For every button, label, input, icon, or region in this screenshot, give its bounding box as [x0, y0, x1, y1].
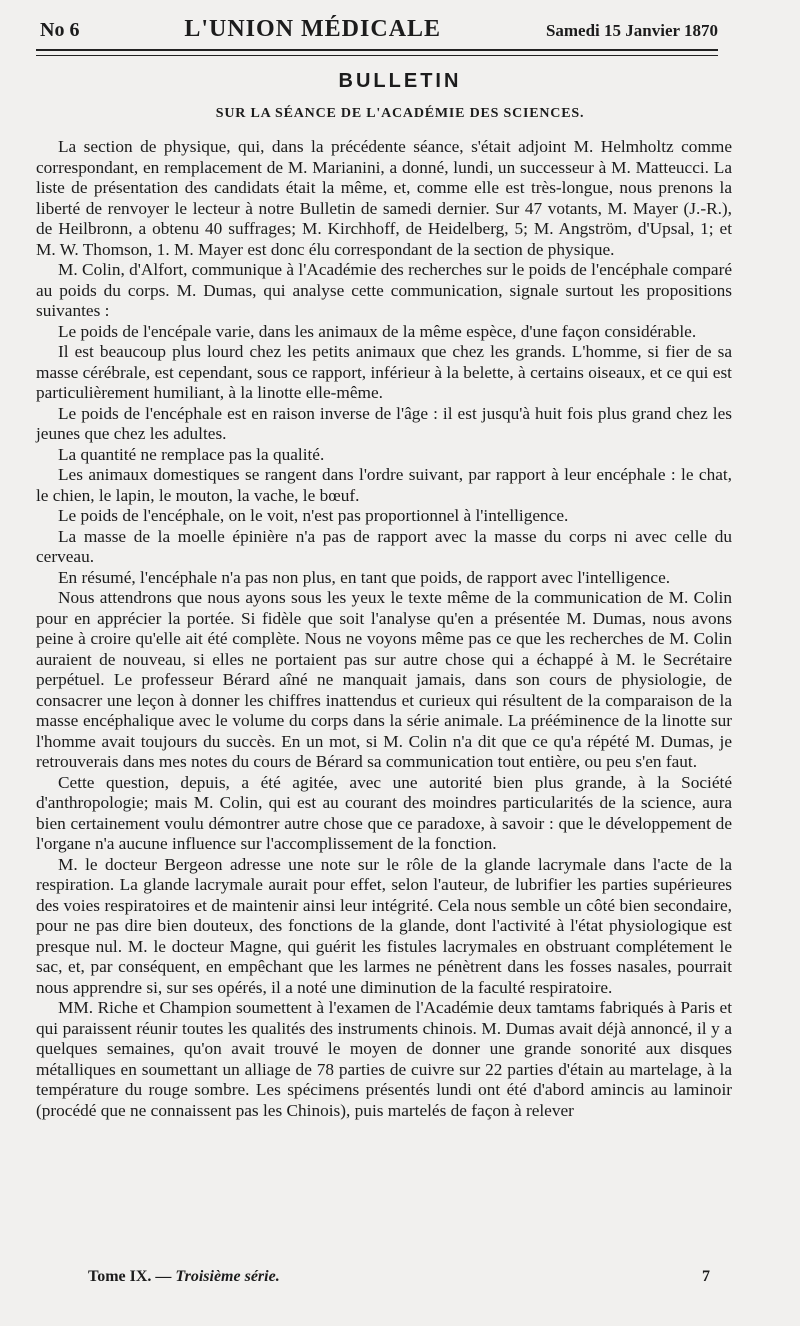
header-rule-thin — [36, 55, 718, 56]
journal-title: L'UNION MÉDICALE — [184, 16, 442, 42]
paragraph: MM. Riche et Champion soumettent à l'examen de l'Académie deux tamtams fabriqués à Paris et qui paraissent réunir toutes les qualités des instruments chinois. M. Dumas avait déjà annoncé, il y a quelques semaines, qu'on avait trouvé le moyen de donner une grande sonorité aux disques métalliques en soumettant un alliage de 78 parties de cuivre sur 22 parties d'étain au martelage, à la température du rouge sombre. Les spécimens présentés lundi ont été d'abord amincis au laminoir (procédé que ne connaissent pas les Chinois), puis martelés de façon à relever — [36, 998, 732, 1120]
article-body — [36, 137, 732, 1121]
paragraph: Il est beaucoup plus lourd chez les petits animaux que chez les grands. L'homme, si fier de sa masse cérébrale, est cependant, sous ce rapport, inférieur à la belette, à certains oiseaux, et ce qui est particulièrement humiliant, à la linotte elle-même. — [36, 342, 732, 402]
page-number: 7 — [702, 1268, 710, 1285]
footer-separator: — — [155, 1268, 172, 1285]
paragraph: La masse de la moelle épinière n'a pas de rapport avec la masse du corps ni avec celle du cerveau. — [36, 526, 732, 566]
footer-series — [88, 1268, 280, 1286]
header-rule — [36, 49, 718, 51]
paragraph: La section de physique, qui, dans la précédente séance, s'était adjoint M. Helmholtz comme correspondant, en remplacement de M. Marianini, a donné, lundi, un successeur à M. Matteucci. La liste de présentation des candidats était la même, et, comme elle est très-longue, nous prenons la liberté de renvoyer le lecteur à notre Bulletin de samedi dernier. Sur 47 votants, M. Mayer (J.-R.), de Heilbronn, a obtenu 40 suffrages; M. Kirchhoff, de Heidelberg, 5; M. Angström, d'Upsal, 1; et M. W. Thomson, 1. M. Mayer est donc élu correspondant de la section de physique. — [36, 137, 732, 259]
paragraph: Cette question, depuis, a été agitée, avec une autorité bien plus grande, à la Société d'anthropologie; mais M. Colin, qui est au courant des moindres particularités de la science, aura bien certainement voulu démontrer autre chose que ce paradoxe, à savoir : que le développement de l'organe n'a aucune influence sur l'accomplissement de la fonction. — [36, 772, 732, 853]
series-label: Troisième série. — [175, 1268, 280, 1285]
article-title: BULLETIN — [338, 70, 462, 92]
issue-date: Samedi 15 Janvier 1870 — [545, 21, 718, 40]
article-subtitle: SUR LA SÉANCE DE L'ACADÉMIE DES SCIENCES. — [215, 106, 585, 121]
paragraph: Le poids de l'encépale varie, dans les animaux de la même espèce, d'une façon considérable. — [58, 321, 697, 341]
paragraph: La quantité ne remplace pas la qualité. — [58, 444, 325, 464]
paragraph: Le poids de l'encéphale est en raison inverse de l'âge : il est jusqu'à huit fois plus grand chez les jeunes que chez les adultes. — [36, 403, 732, 443]
paragraph: En résumé, l'encéphale n'a pas non plus, en tant que poids, de rapport avec l'intelligence. — [58, 567, 671, 587]
masthead — [40, 16, 718, 46]
paragraph: Le poids de l'encéphale, on le voit, n'est pas proportionnel à l'intelligence. — [58, 506, 569, 525]
paragraph: Les animaux domestiques se rangent dans l'ordre suivant, par rapport à leur encéphale : le chat, le chien, le lapin, le mouton, la vache, le bœuf. — [36, 465, 732, 505]
page-footer — [88, 1268, 710, 1292]
volume-label: Tome IX. — [88, 1268, 152, 1285]
paragraph: M. Colin, d'Alfort, communique à l'Académie des recherches sur le poids de l'encéphale comparé au poids du corps. M. Dumas, qui analyse cette communication, signale surtout les propositions suivantes : — [36, 260, 732, 320]
paragraph: Nous attendrons que nous ayons sous les yeux le texte même de la communication de M. Colin pour en apprécier la portée. Si fidèle que soit l'analyse qu'en a présentée M. Dumas, nous avons peine à croire qu'elle ait été complète. Nous ne voyons même pas ce que les recherches de M. Colin auraient de nouveau, si elles ne portaient pas sur autre chose qui a échappé à M. le Secrétaire perpétuel. Le professeur Bérard aîné ne manquait jamais, dans son cours de physiologie, de consacrer une leçon à donner les chiffres inattendus et curieux qui résultent de la comparaison de la masse encéphalique avec le volume du corps dans la série animale. La prééminence de la linotte sur l'homme avait toujours du succès. En un mot, si M. Colin n'a dit que ce qu'a répété M. Dumas, je retrouverais dans mes notes du cours de Bérard sa communication tout entière, ou peu s'en faut. — [36, 588, 732, 771]
paragraph: M. le docteur Bergeon adresse une note sur le rôle de la glande lacrymale dans l'acte de la respiration. La glande lacrymale aurait pour effet, selon l'auteur, de lubrifier les parties supérieures des voies respiratoires et de maintenir ainsi leur intégrité. Cela nous semble un côté bien secondaire, pour ne pas dire bien douteux, des fonctions de la glande, dont l'activité à l'état physiologique est presque nul. M. le docteur Magne, qui guérit les fistules lacrymales en obstruant complétement le sac, et, par conséquent, en empêchant que les larmes ne pénètrent dans les fosses nasales, pourrait nous apprendre si, sur ses opérés, il a noté une diminution de la faculté respiratoire. — [36, 854, 732, 997]
issue-number: No 6 — [40, 19, 80, 41]
